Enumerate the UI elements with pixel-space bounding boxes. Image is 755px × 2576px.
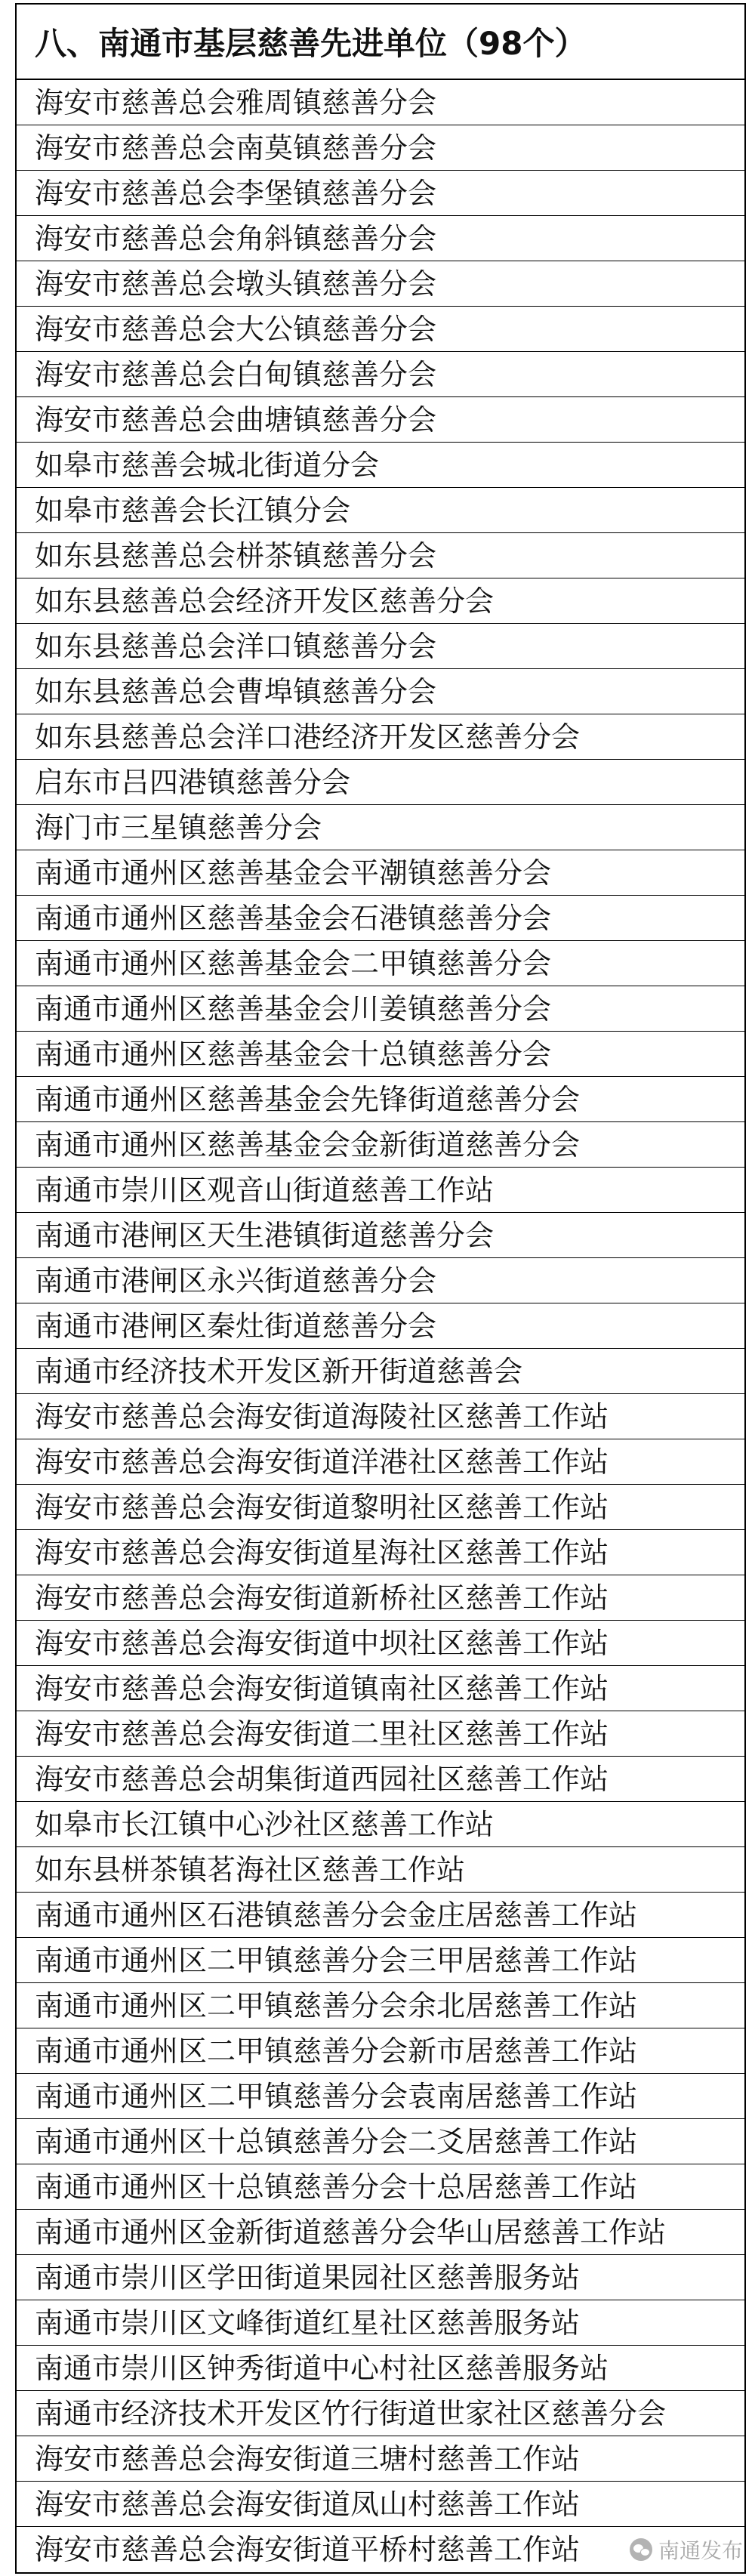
- table-row: 南通市通州区二甲镇慈善分会余北居慈善工作站: [17, 1983, 744, 2028]
- table-row: 南通市通州区慈善基金会川姜镇慈善分会: [17, 986, 744, 1032]
- table-row: 海安市慈善总会胡集街道西园社区慈善工作站: [17, 1757, 744, 1802]
- table-row: 海安市慈善总会雅周镇慈善分会: [17, 80, 744, 125]
- table-row: 海安市慈善总会海安街道黎明社区慈善工作站: [17, 1485, 744, 1530]
- table-row: 海安市慈善总会海安街道二里社区慈善工作站: [17, 1711, 744, 1757]
- table-row: 如皋市长江镇中心沙社区慈善工作站: [17, 1802, 744, 1847]
- wechat-logo-icon: [630, 2538, 652, 2561]
- table-row: 南通市崇川区文峰街道红星社区慈善服务站: [17, 2300, 744, 2346]
- table-row: 海安市慈善总会海安街道星海社区慈善工作站: [17, 1530, 744, 1575]
- table-row: 南通市经济技术开发区新开街道慈善会: [17, 1349, 744, 1394]
- table-row: 海门市三星镇慈善分会: [17, 805, 744, 850]
- table-row: 南通市通州区慈善基金会平潮镇慈善分会: [17, 850, 744, 896]
- table-row: 海安市慈善总会角斜镇慈善分会: [17, 216, 744, 261]
- table-row: 海安市慈善总会海安街道凤山村慈善工作站: [17, 2482, 744, 2527]
- table-row: 海安市慈善总会李堡镇慈善分会: [17, 171, 744, 216]
- table-row: 南通市港闸区天生港镇街道慈善分会: [17, 1213, 744, 1258]
- table-row: 海安市慈善总会曲塘镇慈善分会: [17, 397, 744, 443]
- table-row: 南通市崇川区学田街道果园社区慈善服务站: [17, 2255, 744, 2300]
- table-row: 如东县慈善总会洋口港经济开发区慈善分会: [17, 714, 744, 760]
- table-row: 海安市慈善总会大公镇慈善分会: [17, 307, 744, 352]
- table-row: 南通市通州区慈善基金会先锋街道慈善分会: [17, 1077, 744, 1122]
- table-row: 如皋市慈善会城北街道分会: [17, 443, 744, 488]
- table-row: 如东县慈善总会曹埠镇慈善分会: [17, 669, 744, 714]
- table-row: 启东市吕四港镇慈善分会: [17, 760, 744, 805]
- table-row: 如东县栟茶镇茗海社区慈善工作站: [17, 1847, 744, 1893]
- table-row: 南通市崇川区观音山街道慈善工作站: [17, 1168, 744, 1213]
- table-row: 南通市经济技术开发区竹行街道世家社区慈善分会: [17, 2391, 744, 2436]
- table-row: 南通市港闸区永兴街道慈善分会: [17, 1258, 744, 1303]
- table-row: 海安市慈善总会墩头镇慈善分会: [17, 261, 744, 307]
- table-row: 海安市慈善总会白甸镇慈善分会: [17, 352, 744, 397]
- table-row: 海安市慈善总会海安街道镇南社区慈善工作站: [17, 1666, 744, 1711]
- table-row: 南通市通州区慈善基金会金新街道慈善分会: [17, 1122, 744, 1168]
- table-row: 海安市慈善总会海安街道洋港社区慈善工作站: [17, 1439, 744, 1485]
- table-row: 南通市通州区慈善基金会二甲镇慈善分会: [17, 941, 744, 986]
- table-row: 南通市通州区慈善基金会石港镇慈善分会: [17, 896, 744, 941]
- table-row: 南通市通州区二甲镇慈善分会袁南居慈善工作站: [17, 2074, 744, 2119]
- table-row: 海安市慈善总会南莫镇慈善分会: [17, 125, 744, 171]
- table-row: 海安市慈善总会海安街道海陵社区慈善工作站: [17, 1394, 744, 1439]
- table-row: 南通市通州区二甲镇慈善分会新市居慈善工作站: [17, 2028, 744, 2074]
- table-row: 南通市崇川区钟秀街道中心村社区慈善服务站: [17, 2346, 744, 2391]
- table-row: 海安市慈善总会海安街道平桥村慈善工作站: [35, 2533, 581, 2566]
- table-row: 南通市通州区二甲镇慈善分会三甲居慈善工作站: [17, 1938, 744, 1983]
- table-row: 如皋市慈善会长江镇分会: [17, 488, 744, 533]
- table-row: 南通市通州区慈善基金会十总镇慈善分会: [17, 1032, 744, 1077]
- table-row: 南通市通州区石港镇慈善分会金庄居慈善工作站: [17, 1893, 744, 1938]
- table-row: 如东县慈善总会经济开发区慈善分会: [17, 578, 744, 624]
- table-title: 八、南通市基层慈善先进单位（98个）: [17, 5, 744, 80]
- table-row: 南通市通州区十总镇慈善分会十总居慈善工作站: [17, 2164, 744, 2210]
- watermark-text: 南通发布: [658, 2538, 743, 2563]
- award-list-table: [15, 3, 746, 2574]
- table-row: 如东县慈善总会栟茶镇慈善分会: [17, 533, 744, 578]
- table-row: 海安市慈善总会海安街道中坝社区慈善工作站: [17, 1621, 744, 1666]
- table-row: 海安市慈善总会海安街道新桥社区慈善工作站: [17, 1575, 744, 1621]
- table-row: 南通市通州区金新街道慈善分会华山居慈善工作站: [17, 2210, 744, 2255]
- table-row: 南通市通州区十总镇慈善分会二爻居慈善工作站: [17, 2119, 744, 2164]
- table-row: 南通市港闸区秦灶街道慈善分会: [17, 1303, 744, 1349]
- watermark: [630, 2534, 743, 2565]
- table-row: 如东县慈善总会洋口镇慈善分会: [17, 624, 744, 669]
- table-row: 海安市慈善总会海安街道三塘村慈善工作站: [17, 2436, 744, 2482]
